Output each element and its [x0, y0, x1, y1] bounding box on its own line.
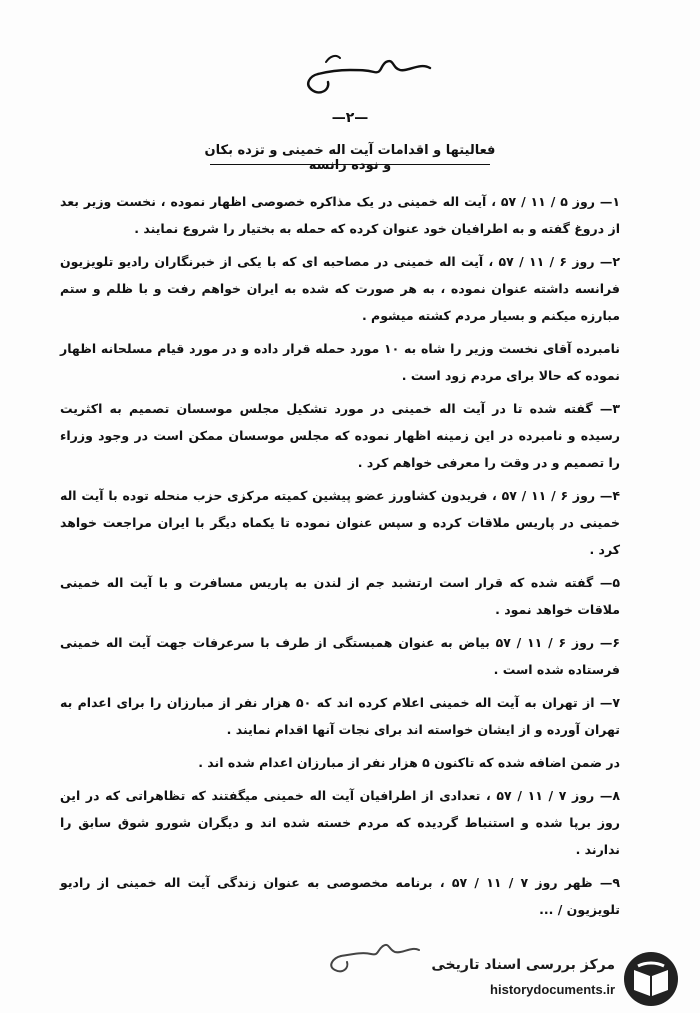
- classification-stamp-top: [290, 40, 440, 100]
- classification-stamp-bottom: [315, 930, 425, 980]
- document-body: [60, 188, 620, 929]
- paragraph-8: ۸— روز ۷ / ۱۱ / ۵۷ ، تعدادی از اطرافیان آیت اله خمینی میگفتند که تظاهراتی که در این روز برپا شده و استنباط گردیده که مردم خسته شده اند و دیگران شورو شوق سابق را ندارند .: [60, 788, 620, 857]
- paragraph-2: ۲— روز ۶ / ۱۱ / ۵۷ ، آیت اله خمینی در مصاحبه ای که با یکی از خبرنگاران رادیو تلویزیون فرانسه داشته عنوان نموده ، به هر صورت که شده به ایران خواهم رفت و با ظلم و ستم مبارزه میکنم و بسیار مردم کشته میشوم .: [60, 254, 620, 323]
- heading-underline: [210, 164, 490, 165]
- paragraph-2-continued: نامبرده آقای نخست وزیر را شاه به ۱۰ مورد حمله قرار داده و در مورد قیام مسلحانه اظهار نموده که حالا برای مردم زود است .: [60, 341, 620, 383]
- paragraph-3: ۳— گفته شده تا در آیت اله خمینی در مورد تشکیل مجلس موسسان تصمیم به اکثریت رسیده و نامبرده در این زمینه اظهار نموده که مجلس موسسان ممکن است در وجود وزراء را تصمیم و در وقت را معرفی خواهم کرد .: [60, 401, 620, 470]
- page-number: —۲—: [331, 110, 369, 126]
- book-icon: [620, 950, 682, 1008]
- document-heading: فعالیتها و اقدامات آیت اله خمینی و تزده بکان و نوده رانسه: [204, 143, 496, 173]
- watermark-title: مرکز بررسی اسناد تاریخی: [431, 957, 615, 973]
- paragraph-7-continued: در ضمن اضافه شده که تاکنون ۵ هزار نفر از مبارزان اعدام شده اند .: [198, 755, 620, 770]
- paragraph-9: ۹— ظهر روز ۷ / ۱۱ / ۵۷ ، برنامه مخصوصی به عنوان زندگی آیت اله خمینی از رادیو تلویزیون / ...: [60, 875, 620, 917]
- paragraph-1: ۱— روز ۵ / ۱۱ / ۵۷ ، آیت اله خمینی در یک مذاکره خصوصی اظهار نموده ، نخست وزیر بعد از دروغ گفته و به اطرافیان خود عنوان کرده که حمله به بختیار را شروع نمایند .: [60, 194, 620, 236]
- paragraph-5: ۵— گفته شده که قرار است ارتشبد جم از لندن به پاریس مسافرت و با آیت اله خمینی ملاقات خواهد نمود .: [60, 575, 620, 617]
- watermark-url[interactable]: historydocuments.ir: [490, 982, 615, 997]
- paragraph-4: ۴— روز ۶ / ۱۱ / ۵۷ ، فریدون کشاورز عضو پیشین کمیته مرکزی حزب منحله توده با آیت اله خمینی در پاریس ملاقات کرده و سپس عنوان نموده تا یکماه دیگر با ایران مراجعت خواهد کرد .: [60, 488, 620, 557]
- paragraph-7: ۷— از تهران به آیت اله خمینی اعلام کرده اند که ۵۰ هزار نفر از مبارزان را برای اعدام به تهران آورده و از ایشان خواسته اند برای نجات آنها اقدام نمایند .: [60, 695, 620, 737]
- paragraph-6: ۶— روز ۶ / ۱۱ / ۵۷ بیاض به عنوان همبستگی از طرف با سرعرفات جهت آیت اله خمینی فرستاده شده است .: [60, 635, 620, 677]
